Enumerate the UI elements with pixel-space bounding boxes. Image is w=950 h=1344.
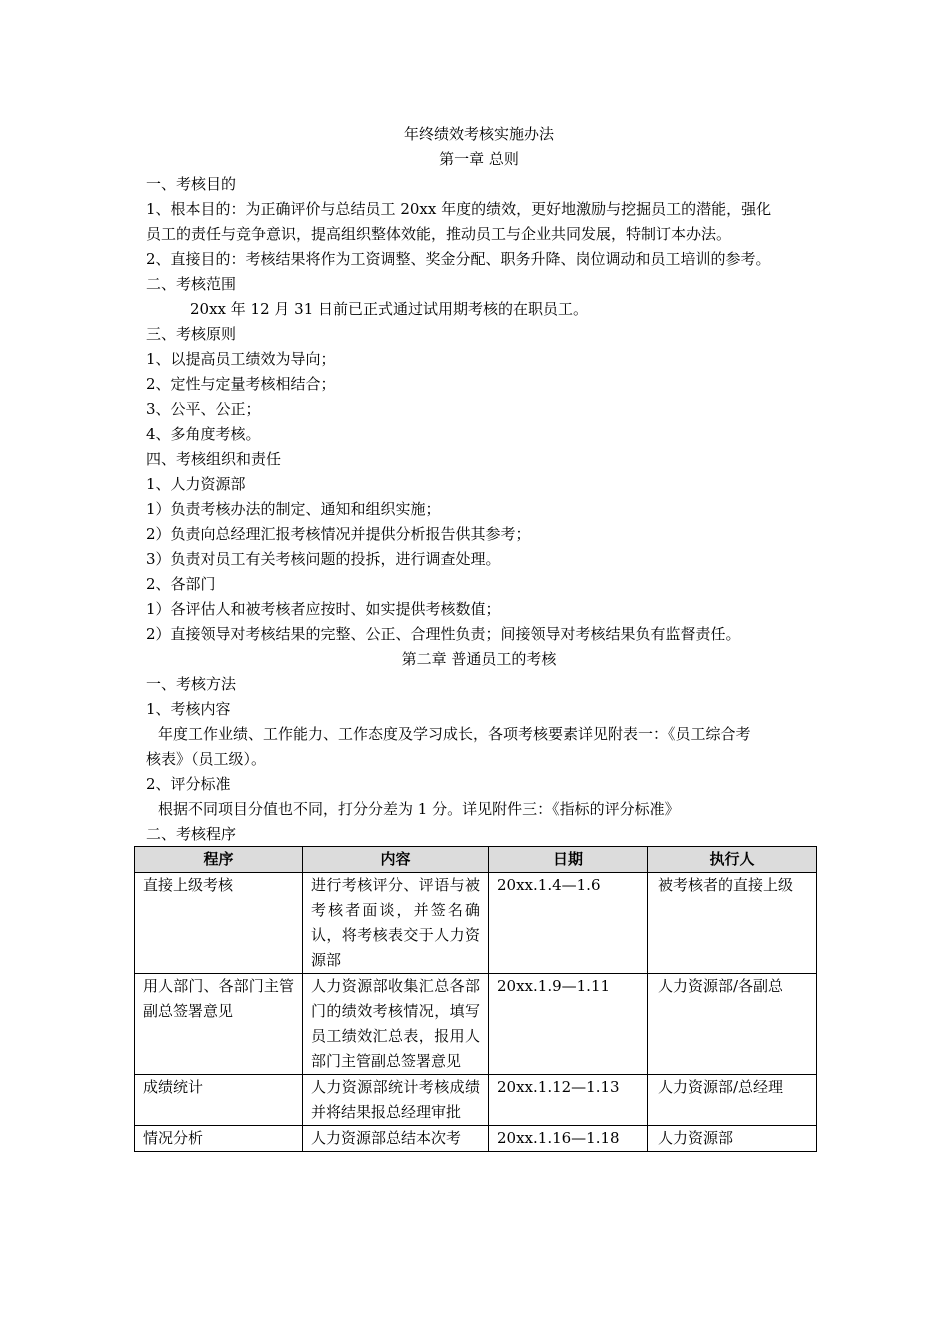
paragraph-line: 年度工作业绩、工作能力、工作态度及学习成长，各项考核要素详见附表一：《员工综合考	[158, 725, 751, 743]
subsection-heading: 2、各部门	[146, 575, 216, 593]
cell-content: 人力资源部总结本次考	[303, 1126, 489, 1152]
cell-executor: 被考核者的直接上级	[648, 873, 817, 974]
column-header-procedure: 程序	[135, 847, 303, 873]
cell-procedure: 用人部门、各部门主管副总签署意见	[135, 974, 303, 1075]
list-item: 2）负责向总经理汇报考核情况并提供分析报告供其参考；	[146, 525, 531, 543]
document-body	[146, 122, 812, 847]
subsection-heading: 1、人力资源部	[146, 475, 246, 493]
cell-content: 人力资源部统计考核成绩并将结果报总经理审批	[303, 1075, 489, 1126]
cell-date: 20xx.1.12—1.13	[489, 1075, 648, 1126]
section-heading: 一、考核方法	[146, 675, 237, 693]
paragraph-line: 核表》（员工级）。	[146, 750, 267, 768]
paragraph-line: 根据不同项目分值也不同，打分分差为 1 分。详见附件三：《指标的评分标准》	[158, 800, 680, 818]
chapter-2-heading: 第二章 普通员工的考核	[401, 650, 557, 668]
list-item: 1）负责考核办法的制定、通知和组织实施；	[146, 500, 441, 518]
cell-executor: 人力资源部	[648, 1126, 817, 1152]
cell-procedure: 情况分析	[135, 1126, 303, 1152]
list-item: 2）直接领导对考核结果的完整、公正、合理性负责；间接领导对考核结果负有监督责任。	[146, 625, 741, 643]
cell-procedure: 成绩统计	[135, 1075, 303, 1126]
chapter-1-heading: 第一章 总则	[439, 150, 519, 168]
column-header-date: 日期	[489, 847, 648, 873]
procedure-table	[134, 846, 817, 1152]
paragraph-line: 20xx 年 12 月 31 日前已正式通过试用期考核的在职员工。	[190, 300, 589, 318]
column-header-content: 内容	[303, 847, 489, 873]
section-heading: 一、考核目的	[146, 175, 237, 193]
table-row	[135, 1126, 817, 1152]
section-heading: 三、考核原则	[146, 325, 237, 343]
cell-date: 20xx.1.9—1.11	[489, 974, 648, 1075]
list-item: 1）各评估人和被考核者应按时、如实提供考核数值；	[146, 600, 501, 618]
cell-executor: 人力资源部/各副总	[648, 974, 817, 1075]
table-header-row	[135, 847, 817, 873]
list-item: 4、多角度考核。	[146, 425, 261, 443]
paragraph-line: 2、直接目的：考核结果将作为工资调整、奖金分配、职务升降、岗位调动和员工培训的参考。	[146, 250, 771, 268]
column-header-executor: 执行人	[648, 847, 817, 873]
doc-title: 年终绩效考核实施办法	[403, 125, 554, 143]
table-row	[135, 873, 817, 974]
section-heading: 二、考核范围	[146, 275, 237, 293]
cell-procedure: 直接上级考核	[135, 873, 303, 974]
cell-content: 人力资源部收集汇总各部门的绩效考核情况，填写员工绩效汇总表，报用人部门主管副总签署意见	[303, 974, 489, 1075]
paragraph-line: 员工的责任与竞争意识，提高组织整体效能，推动员工与企业共同发展，特制订本办法。	[146, 225, 732, 243]
section-heading: 四、考核组织和责任	[146, 450, 282, 468]
cell-date: 20xx.1.4—1.6	[489, 873, 648, 974]
paragraph-line: 1、根本目的：为正确评价与总结员工 20xx 年度的绩效，更好地激励与挖掘员工的潜能，强化	[146, 200, 772, 218]
table-row	[135, 974, 817, 1075]
list-item: 3）负责对员工有关考核问题的投拆，进行调查处理。	[146, 550, 501, 568]
section-heading: 二、考核程序	[146, 825, 237, 843]
subsection-heading: 1、考核内容	[146, 700, 231, 718]
cell-content: 进行考核评分、评语与被考核者面谈，并签名确认，将考核表交于人力资源部	[303, 873, 489, 974]
table-row	[135, 1075, 817, 1126]
list-item: 3、公平、公正；	[146, 400, 261, 418]
subsection-heading: 2、评分标准	[146, 775, 231, 793]
cell-date: 20xx.1.16—1.18	[489, 1126, 648, 1152]
list-item: 1、以提高员工绩效为导向；	[146, 350, 336, 368]
list-item: 2、定性与定量考核相结合；	[146, 375, 336, 393]
cell-executor: 人力资源部/总经理	[648, 1075, 817, 1126]
